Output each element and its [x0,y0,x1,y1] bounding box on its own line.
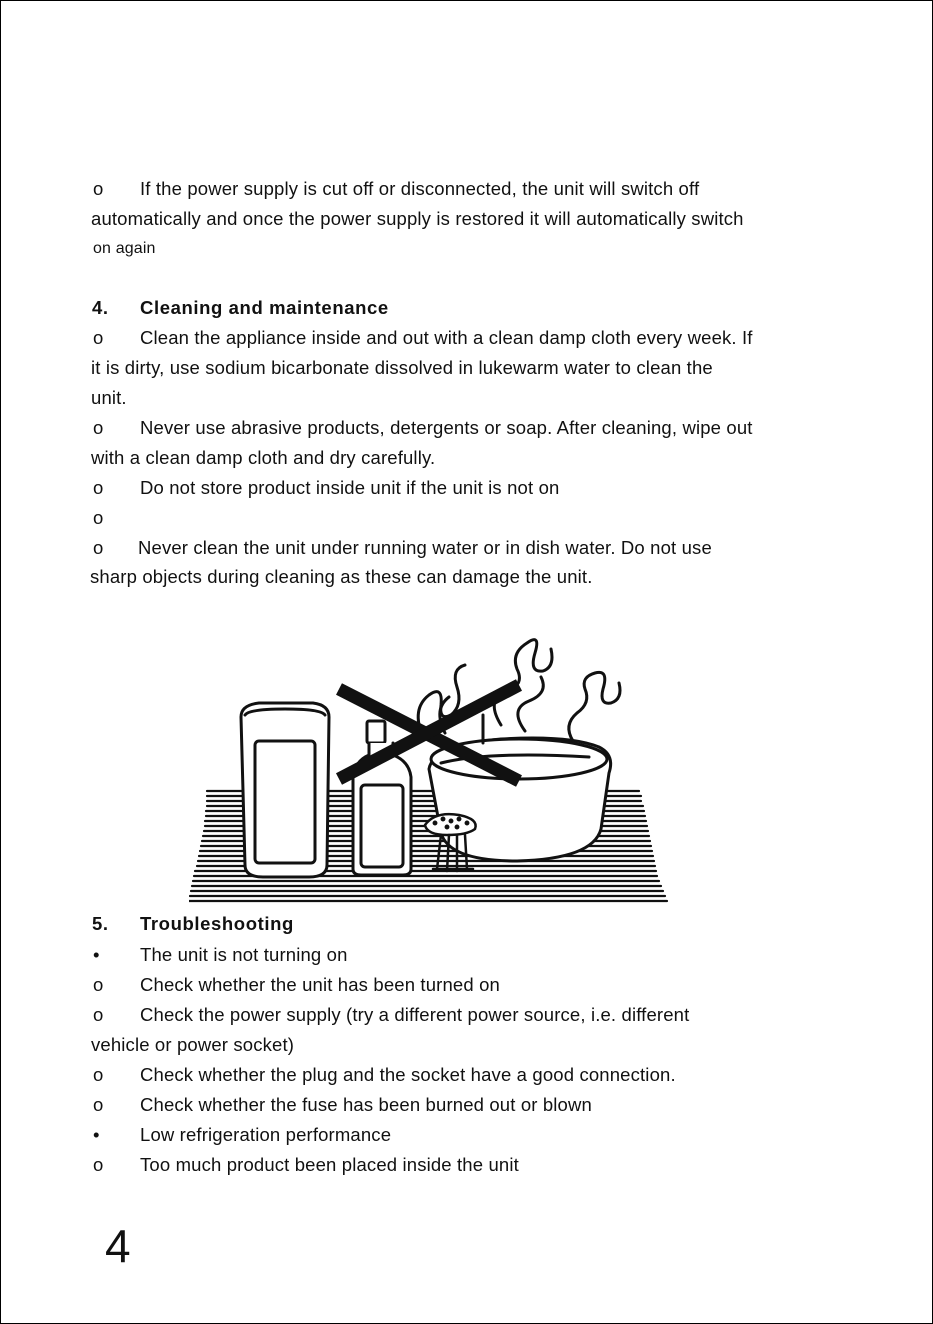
no-detergent-cleaning-illustration [189,629,669,909]
bullet-marker: o [93,974,104,995]
power-text-line1: If the power supply is cut off or disconnected, the unit will switch off [140,178,700,199]
check-too-much-product: Too much product been placed inside the unit [140,1154,519,1175]
cleaning-item1-line1: Clean the appliance inside and out with a clean damp cloth every week. If [140,327,753,348]
cleaning-item5-line1: Never clean the unit under running water or in dish water. Do not use [138,537,712,558]
check-turned-on: Check whether the unit has been turned on [140,974,500,995]
check-power-supply-line1: Check the power supply (try a different power source, i.e. different [140,1004,690,1025]
check-power-supply-line2: vehicle or power socket) [91,1034,295,1055]
canister [241,703,329,877]
bullet-marker: o [93,1004,104,1025]
bullet-marker: o [93,477,104,498]
power-text-line3: on again [93,240,156,257]
section-4-title: Cleaning and maintenance [140,297,389,318]
cleaning-item2-line1: Never use abrasive products, detergents or soap. After cleaning, wipe out [140,417,753,438]
section-4-number: 4. [92,297,109,318]
section-5-title: Troubleshooting [140,913,294,934]
bullet-marker: o [93,507,104,528]
section-5-number: 5. [92,913,109,934]
cleaning-item3: Do not store product inside unit if the unit is not on [140,477,560,498]
check-plug-socket: Check whether the plug and the socket have a good connection. [140,1064,676,1085]
cleaning-item2-line2: with a clean damp cloth and dry carefully. [91,447,436,468]
bullet-marker: o [93,1064,104,1085]
bullet-dot: • [93,944,100,965]
bullet-marker: o [93,1154,104,1175]
issue-not-turning-on: The unit is not turning on [140,944,348,965]
cleaning-item5-line2: sharp objects during cleaning as these can damage the unit. [90,566,593,587]
page-number: 4 [105,1220,131,1272]
bullet-marker: o [93,417,104,438]
check-fuse: Check whether the fuse has been burned out or blown [140,1094,592,1115]
issue-low-refrigeration: Low refrigeration performance [140,1124,392,1145]
bullet-marker: o [93,537,104,558]
bullet-marker: o [93,327,104,348]
cleaning-item1-line3: unit. [91,387,127,408]
power-text-line2: automatically and once the power supply is restored it will automatically switch [91,208,744,229]
bullet-marker: o [93,1094,104,1115]
cleaning-item1-line2: it is dirty, use sodium bicarbonate dissolved in lukewarm water to clean the [91,357,713,378]
bullet-dot: • [93,1124,100,1145]
bullet-marker: o [93,178,104,199]
